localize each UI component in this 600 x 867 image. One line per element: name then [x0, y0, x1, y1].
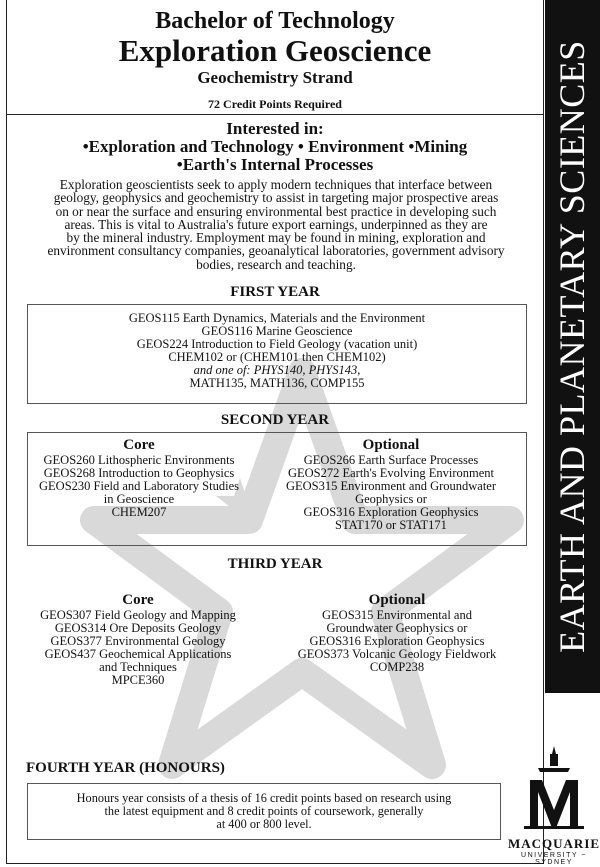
unit-line: COMP238 [369, 660, 425, 674]
third-year-box [27, 588, 527, 716]
interest-line: •Exploration and Technology • Environment •Mining [82, 137, 468, 156]
unit-line: GEOS307 Field Geology and Mapping [40, 608, 236, 622]
strand-title: Geochemistry Strand [197, 68, 353, 87]
unit-line: GEOS316 Exploration Geophysics [309, 634, 485, 648]
macquarie-logo [508, 742, 600, 864]
intro-paragraph [26, 178, 526, 271]
unit-line: GEOS115 Earth Dynamics, Materials and the Environment [128, 311, 426, 325]
unit-line: GEOS315 Environmental and [322, 608, 472, 622]
interest-block [20, 120, 530, 174]
intro-line: bodies, research and teaching. [196, 256, 356, 272]
degree-title: Bachelor of Technology [155, 8, 395, 34]
core-heading: Core [122, 592, 154, 608]
unit-line: in Geoscience [103, 492, 175, 506]
first-year-box [27, 304, 527, 404]
third-year-title: THIRD YEAR [227, 556, 323, 572]
lighthouse-m-icon [508, 742, 600, 834]
intro-line: by the mineral industry. Employment may be found in mining, exploration and [66, 230, 486, 246]
unit-line: GEOS272 Earth's Evolving Environment [287, 466, 495, 480]
university-subtitle: UNIVERSITY ~ SYDNEY [521, 852, 587, 866]
core-heading: Core [123, 437, 155, 453]
second-year-box [27, 432, 527, 546]
second-year-title: SECOND YEAR [220, 412, 330, 428]
program-title: Exploration Geoscience [118, 33, 432, 68]
fourth-year-box [27, 783, 501, 840]
unit-line: GEOS316 Exploration Geophysics [303, 505, 479, 519]
sidebar-label: EARTH AND PLANETARY SCIENCES [552, 40, 592, 653]
unit-line: GEOS437 Geochemical Applications [44, 647, 232, 661]
credit-requirement: 72 Credit Points Required [208, 97, 342, 111]
honours-line: Honours year consists of a thesis of 16 credit points based on research using [76, 791, 452, 805]
second-year-core [32, 437, 246, 519]
unit-line: CHEM102 or (CHEM101 then CHEM102) [168, 350, 386, 364]
university-name: MACQUARIE [508, 836, 600, 851]
unit-line: GEOS266 Earth Surface Processes [303, 453, 479, 467]
unit-line: and one of: PHYS140, PHYS143, [193, 363, 361, 377]
unit-line: CHEM207 [111, 505, 167, 519]
honours-line: the latest equipment and 8 credit points of coursework, generally [104, 804, 424, 818]
optional-heading: Optional [368, 592, 426, 608]
interest-heading: Interested in: [226, 119, 324, 138]
unit-line: GEOS315 Environment and Groundwater [285, 479, 497, 493]
interest-line: •Earth's Internal Processes [176, 155, 374, 174]
second-year-optional [266, 437, 516, 532]
intro-line: on or near the surface and ensuring environmental best practice in developing such [55, 203, 497, 219]
third-year-optional [277, 592, 517, 674]
intro-line: geology, geophysics and geochemistry to assist in targeting major prospective areas [53, 190, 499, 206]
intro-line: areas. This is vital to Australia's future export earnings, underpinned as they are [64, 216, 488, 232]
unit-line: and Techniques [99, 660, 177, 674]
intro-line: environment consultancy companies, geoanalytical laboratories, government advisory [47, 243, 505, 259]
first-year-title: FIRST YEAR [230, 284, 320, 300]
unit-line: Groundwater Geophysics or [326, 621, 468, 635]
unit-line: GEOS224 Introduction to Field Geology (vacation unit) [136, 337, 418, 351]
intro-line: Exploration geoscientists seek to apply modern techniques that interface between [59, 177, 493, 192]
unit-line: Geophysics or [355, 492, 427, 506]
unit-line: MATH135, MATH136, COMP155 [189, 376, 365, 390]
unit-line: MPCE360 [111, 673, 165, 687]
header [6, 0, 544, 115]
unit-line: GEOS268 Introduction to Geophysics [43, 466, 235, 480]
sidebar-banner [545, 0, 600, 693]
unit-line: GEOS314 Ore Deposits Geology [54, 621, 222, 635]
honours-line: at 400 or 800 level. [216, 817, 312, 831]
third-year-core [31, 592, 245, 687]
optional-heading: Optional [362, 437, 420, 453]
unit-line: GEOS377 Environmental Geology [50, 634, 226, 648]
unit-line: STAT170 or STAT171 [335, 518, 447, 532]
fourth-year-title: FOURTH YEAR (HONOURS) [26, 760, 225, 776]
unit-line: GEOS230 Field and Laboratory Studies [39, 479, 239, 493]
unit-line: GEOS116 Marine Geoscience [201, 324, 353, 338]
unit-line: GEOS373 Volcanic Geology Fieldwork [297, 647, 497, 661]
unit-line: GEOS260 Lithospheric Environments [43, 453, 235, 467]
